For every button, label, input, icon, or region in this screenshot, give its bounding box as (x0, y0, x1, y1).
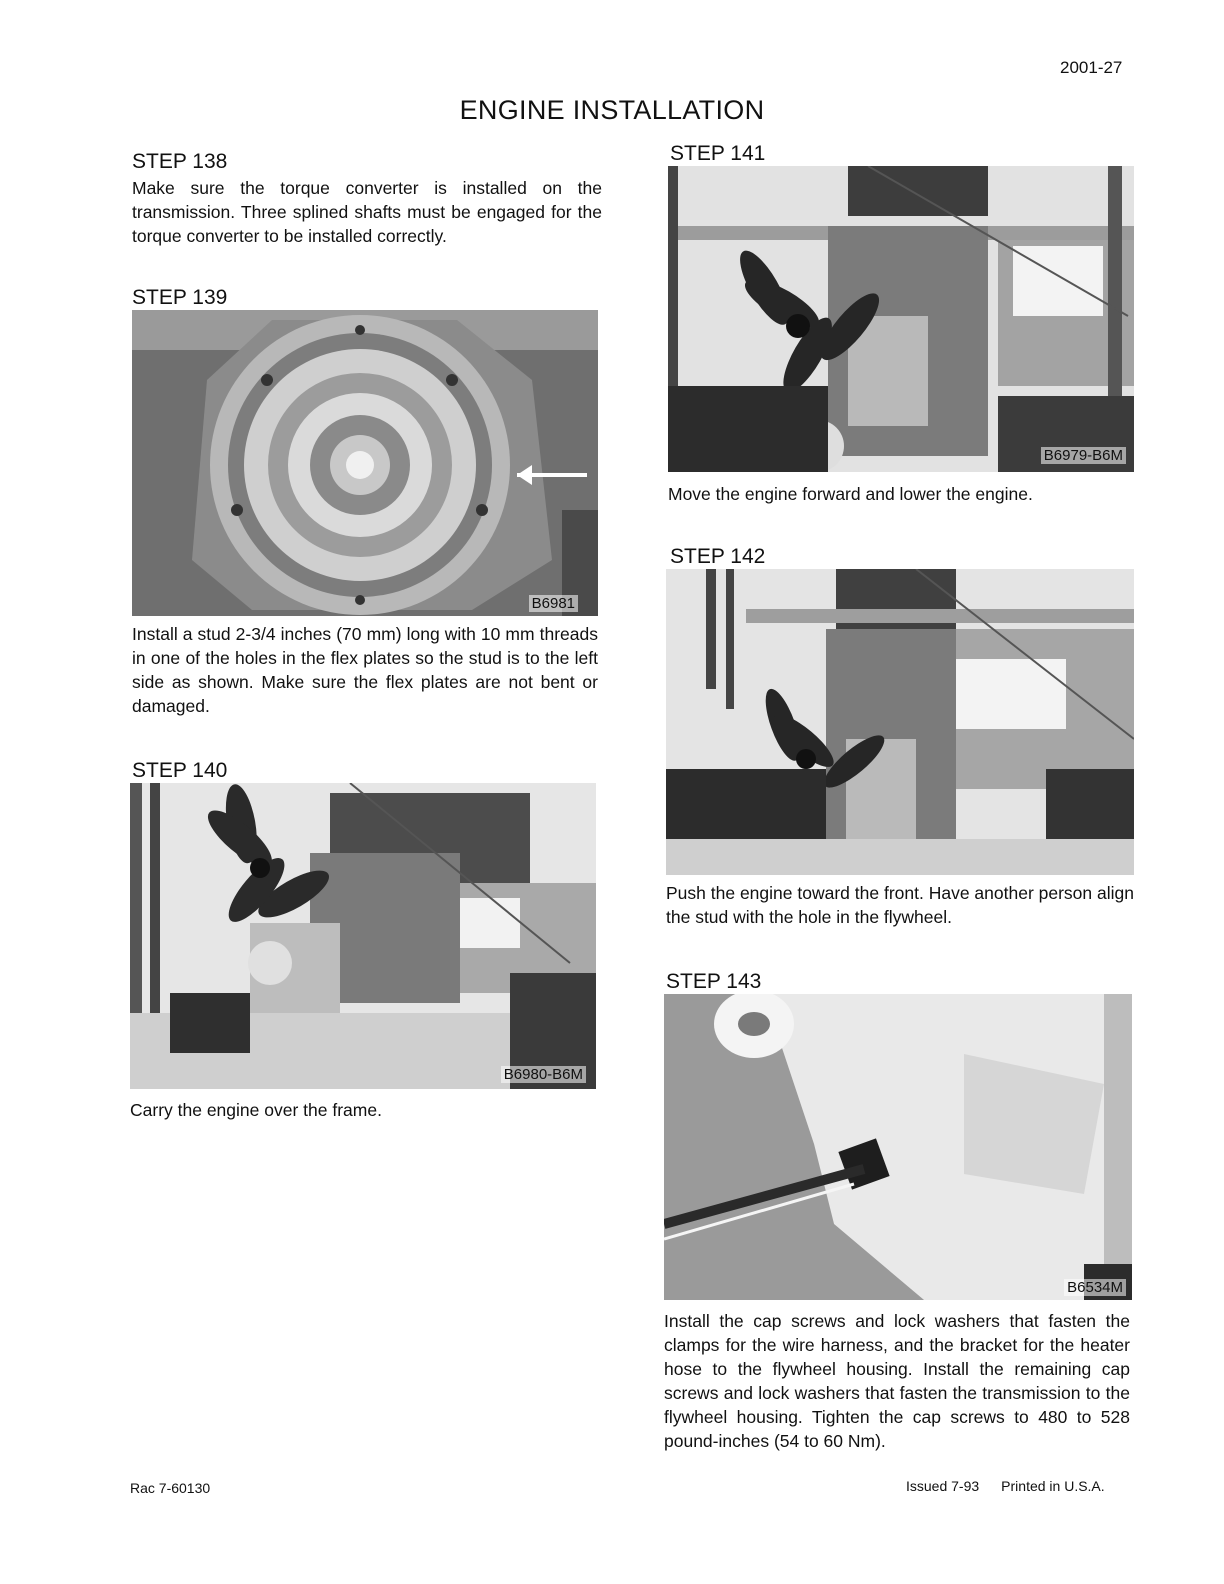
torque-converter-photo (132, 310, 598, 616)
page-number: 2001-27 (1060, 58, 1123, 77)
issued-date: Issued 7-93 (906, 1478, 980, 1494)
step-143-heading: STEP 143 (666, 970, 762, 993)
engine-over-frame-photo (130, 783, 596, 1089)
step-139-text: Install a stud 2-3/4 inches (70 mm) long with 10 mm threads in one of the holes in the flex plates so the stud is to the left side as shown. Make sure the flex plates are not bent or damaged. (132, 624, 598, 716)
figure-label: B6981 (529, 595, 578, 612)
engine-push-forward-photo (666, 569, 1134, 875)
step-142-text: Push the engine toward the front. Have another person align the stud with the hole in the flywheel. (666, 883, 1134, 927)
step-139-heading: STEP 139 (132, 286, 228, 309)
figure-label: B6534M (1064, 1279, 1126, 1296)
step-141-text: Move the engine forward and lower the engine. (668, 484, 1033, 504)
step-143-text: Install the cap screws and lock washers that fasten the clamps for the wire harness, and the bracket for the heater hose to the flywheel housing. Install the remaining cap screws and lock washers that fasten the transmission to the flywheel housing. Tighten the cap screws to 480 to 528 pound-inches (54 to 60 Nm). (664, 1311, 1130, 1451)
step-138-heading: STEP 138 (132, 150, 228, 173)
flywheel-housing-photo (664, 994, 1132, 1300)
step-138-text: Make sure the torque converter is installed on the transmission. Three splined shafts must be engaged for the torque converter to be installed correctly. (132, 178, 602, 246)
doc-number: Rac 7-60130 (130, 1480, 211, 1496)
printed-location: Printed in U.S.A. (1001, 1478, 1105, 1494)
figure-label: B6979-B6M (1041, 447, 1126, 464)
page-title: ENGINE INSTALLATION (459, 95, 765, 125)
step-140-heading: STEP 140 (132, 759, 228, 782)
engine-lowering-photo (668, 166, 1134, 472)
footer-print-info (906, 1478, 1105, 1494)
figure-label: B6980-B6M (501, 1066, 586, 1083)
step-140-text: Carry the engine over the frame. (130, 1100, 382, 1120)
step-141-heading: STEP 141 (670, 142, 766, 165)
step-142-heading: STEP 142 (670, 545, 766, 568)
